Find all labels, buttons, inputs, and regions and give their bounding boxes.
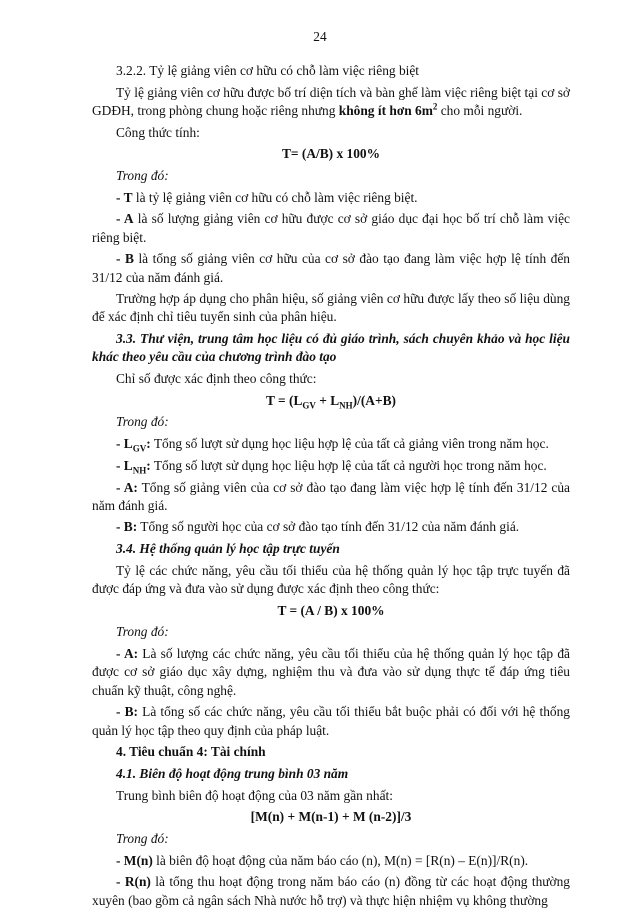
definition-text: Tổng số người học của cơ sở đào tạo tính đến 31/12 của năm đánh giá. [137,519,520,535]
paragraph-text: Tỷ lệ giảng viên cơ hữu được bố trí diện tích và bàn ghế làm việc riêng biệt tại cơ sở GDĐH, trong phòng chung hoặc riêng nhưng [92,84,570,118]
symbol-colon: : [146,457,151,473]
subscript: GV [132,443,147,454]
superscript: 2 [432,101,438,112]
definition-text: Là tổng số các chức năng, yêu cầu tối thiểu bắt buộc phải có đối với hệ thống quản lý học tập theo quy định của pháp luật. [92,704,571,738]
definition-mn [92,852,570,870]
formula-part: + L [315,392,340,408]
definition-b [92,703,570,739]
definition-b [92,250,570,286]
where-label: Trong đó: [116,624,169,640]
definition-text: Tổng số lượt sử dụng học liệu hợp lệ của tất cả giảng viên trong năm học. [150,436,549,452]
document-body [92,62,570,913]
definition-rn [92,873,570,909]
symbol: - L [116,436,133,452]
subscript: NH [339,400,353,411]
formula-3-4: T = (A / B) x 100% [277,602,385,618]
symbol: - A [116,211,134,227]
definition-text: Là số lượng các chức năng, yêu cầu tối thiểu của hệ thống quản lý học tập đã được cơ sở giáo dục xây dựng, nghiệm thu và đưa vào sử dụng thực tế đáp ứng tiêu chuẩn kỹ thuật, công nghệ. [92,646,570,698]
definition-text: Tổng số lượt sử dụng học liệu hợp lệ của tất cả người học trong năm học. [150,457,547,473]
definition-text: là số lượng giảng viên cơ hữu được cơ sở giáo dục đại học bố trí chỗ làm việc riêng biệt. [92,211,570,245]
definition-a [92,645,570,700]
definition-text: là tổng thu hoạt động trong năm báo cáo (n) đồng từ các hoạt động thường xuyên (bao gồm cả ngân sách Nhà nước hỗ trợ) và thực hiện nhiệm vụ không thường [92,874,570,908]
definition-b [92,518,570,536]
subscript: NH [132,465,147,476]
symbol: - B [116,251,134,267]
definition-text: là tỷ lệ giảng viên cơ hữu có chỗ làm việc riêng biệt. [132,189,418,205]
symbol: - B: [116,519,138,535]
section-3-2-2-heading: 3.2.2. Tỷ lệ giảng viên cơ hữu có chỗ làm việc riêng biệt [116,63,420,78]
section-4-1-heading: 4.1. Biên độ hoạt động trung bình 03 năm [116,765,349,781]
definition-a [92,479,570,515]
symbol: - B: [116,704,138,720]
section-4-1-intro: Trung bình biên độ hoạt động của 03 năm gần nhất: [116,787,393,803]
branch-note: Trường hợp áp dụng cho phân hiệu, số giảng viên cơ hữu được lấy theo số liệu dùng để xác định chỉ tiêu tuyển sinh của phân hiệu. [92,291,570,325]
where-label: Trong đó: [116,831,169,847]
definition-text: Tổng số giảng viên của cơ sở đào tạo đang làm việc hợp lệ tính đến 31/12 của năm đánh giá. [92,479,570,513]
formula-label: Công thức tính: [116,124,200,140]
symbol-colon: : [146,436,151,452]
symbol: - R(n) [116,874,151,890]
symbol: - L [116,457,133,473]
section-3-3-intro: Chỉ số được xác định theo công thức: [116,371,317,387]
definition-text: là biên độ hoạt động của năm báo cáo (n), M(n) = [R(n) – E(n)]/R(n). [152,852,529,868]
where-label: Trong đó: [116,168,169,184]
definition-t [92,189,570,207]
definition-text: là tổng số giảng viên cơ hữu của cơ sở đào tạo đang làm việc hợp lệ tính đến 31/12 của năm đánh giá. [92,251,570,285]
definition-a [92,210,570,246]
page-number: 24 [313,29,327,44]
formula-3-2-2: T= (A/B) x 100% [281,146,381,162]
symbol: - A: [116,646,139,662]
definition-lnh [92,457,570,475]
subscript: GV [302,400,316,411]
section-3-3-heading: 3.3. Thư viện, trung tâm học liệu có đủ giáo trình, sách chuyên khảo và học liệu khác theo yêu cầu của chương trình đào tạo [92,331,570,365]
symbol: - T [116,189,133,205]
bold-requirement: không ít hơn 6m [338,102,433,118]
formula-part: T = (L [265,392,303,408]
formula-3-3 [92,392,570,410]
section-3-2-2-paragraph [92,84,570,120]
formula-4-1: [M(n) + M(n-1) + M (n-2)]/3 [250,809,412,825]
where-label: Trong đó: [116,414,169,430]
paragraph-text-end: cho mỗi người. [437,102,523,118]
formula-part: )/(A+B) [352,392,396,408]
symbol: - A: [116,479,138,495]
section-3-4-intro: Tỷ lệ các chức năng, yêu cầu tối thiểu của hệ thống quản lý học tập trực tuyến đã được đáp ứng và đưa vào sử dụng được xác định theo công thức: [92,562,570,597]
section-3-4-heading: 3.4. Hệ thống quản lý học tập trực tuyến [116,541,340,557]
symbol: - M(n) [116,852,153,868]
section-4-heading: 4. Tiêu chuẩn 4: Tài chính [116,744,266,760]
definition-lgv [92,435,570,453]
